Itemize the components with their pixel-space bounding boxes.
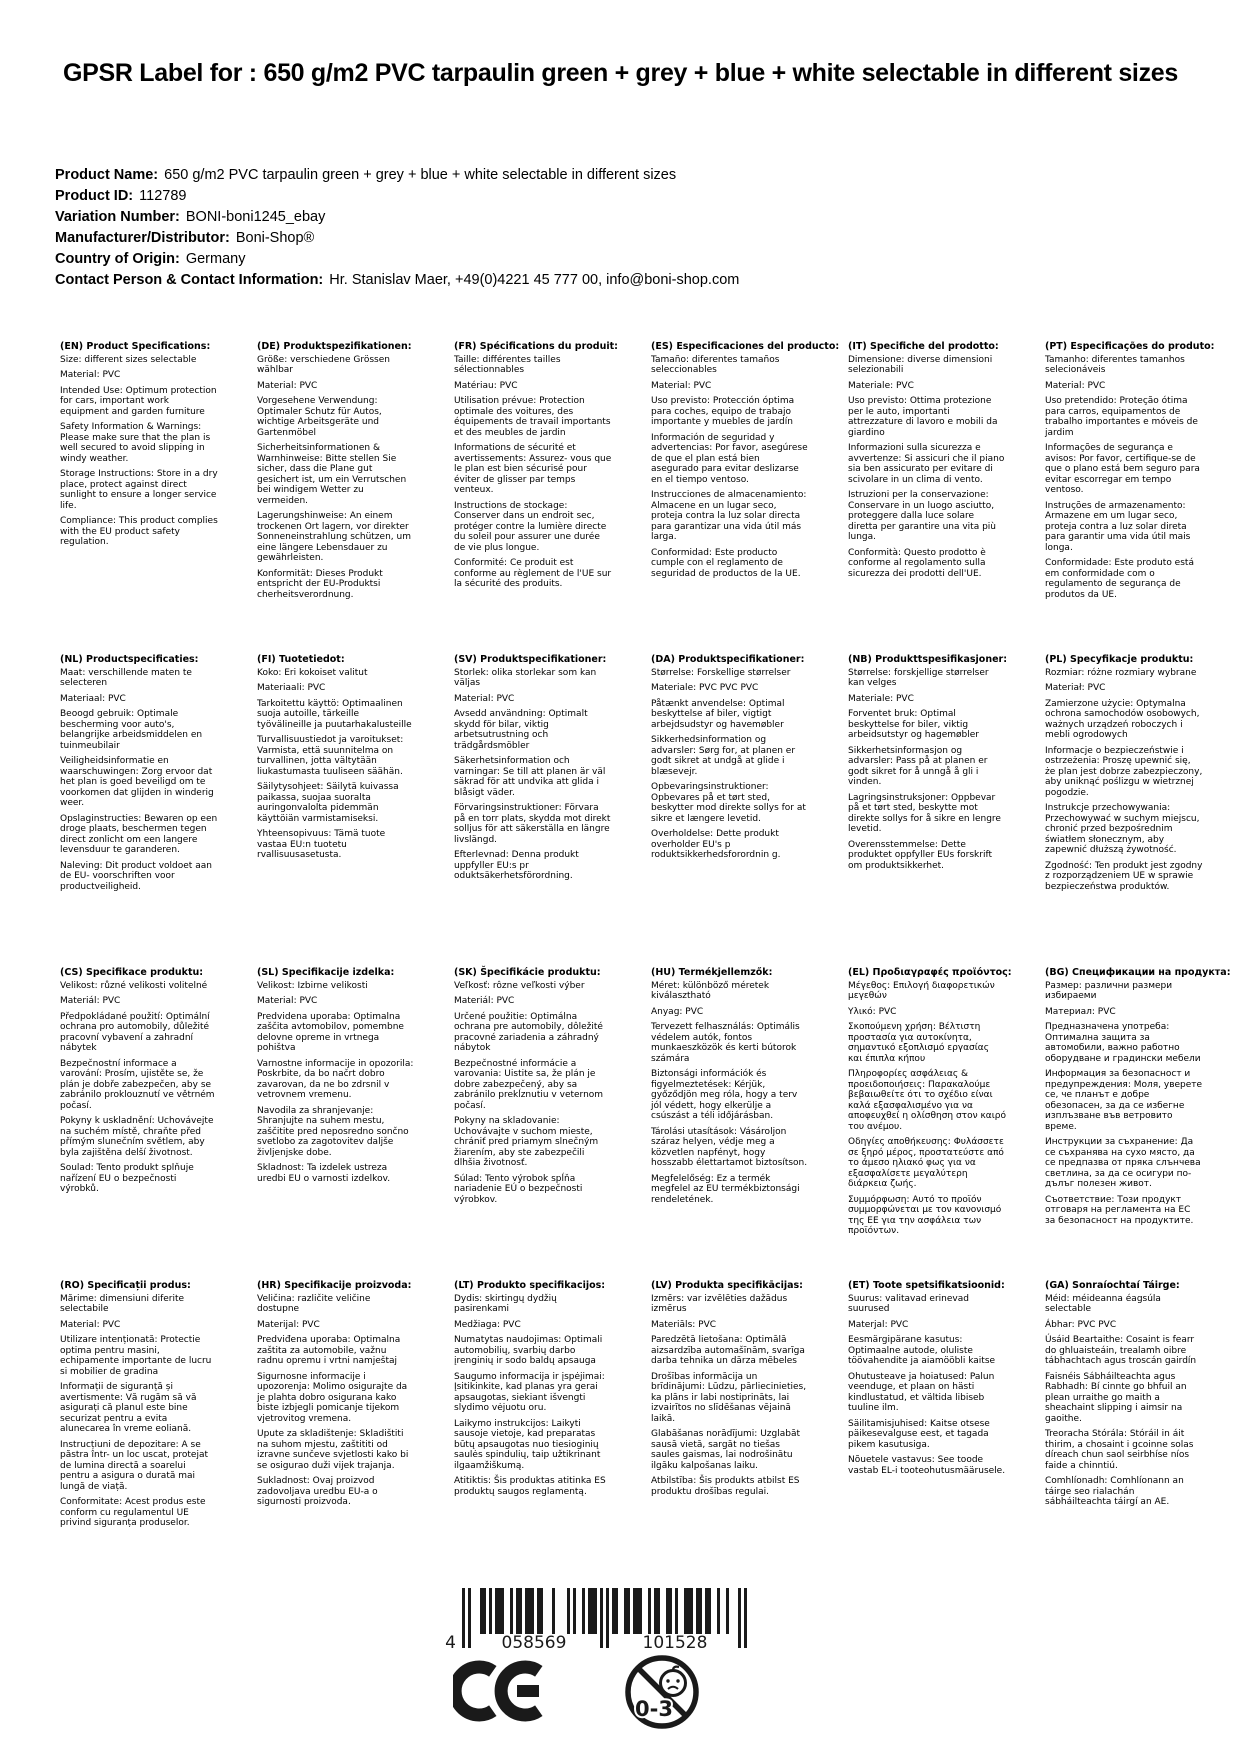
spec-paragraph: Medžiaga: PVC xyxy=(454,1319,521,1330)
product-info-line xyxy=(55,249,739,270)
product-info-label: Contact Person & Contact Information: xyxy=(55,272,324,288)
spec-paragraph: Atbilstība: Šis produkts atbilst ES produktu drošības regulai. xyxy=(651,1476,800,1497)
spec-paragraph: Инструкции за съхранение: Да се съхранява на сухо място, да се предпазва от пряка слънчева светлина, за да се осигури по- дълъг полезен живот. xyxy=(1045,1137,1201,1189)
product-info-value: 112789 xyxy=(139,188,187,204)
spec-paragraph: Υλικό: PVC xyxy=(848,1006,897,1017)
spec-block-body xyxy=(60,668,218,893)
spec-paragraph: Tervezett felhasználás: Optimális védelem autók, fontos munkaeszközök és kerti bútorok számára xyxy=(651,1022,800,1064)
spec-block-body xyxy=(257,355,415,601)
spec-paragraph: Faisnéis Sábháilteachta agus Rabhadh: Bí cinnte go bhfuil an plean urraithe go maith a sheachaint slipping i aimsir na gaoithe. xyxy=(1045,1371,1187,1424)
spec-paragraph: Tamaño: diferentes tamaños seleccionables xyxy=(651,354,780,375)
spec-block-header: (IT) Specifiche del prodotto: xyxy=(848,341,999,352)
ce-mark-icon xyxy=(453,1660,553,1727)
spec-block-header: (ET) Toote spetsifikatsioonid: xyxy=(848,1280,1005,1291)
spec-paragraph: Πληροφορίες ασφάλειας & προειδοποιήσεις: Παρακαλούμε βεβαιωθείτε ότι το σχέδιο είναι καλά εξασφαλισμένο για να αποφευχθεί η ολίσθηση στον καιρό του ανέμου. xyxy=(848,1069,1006,1132)
spec-paragraph: Velikost: Izbirne velikosti xyxy=(257,980,368,991)
spec-block-header: (CS) Specifikace produktu: xyxy=(60,967,204,978)
spec-block-header: (PT) Especificações do produto: xyxy=(1045,341,1215,352)
spec-paragraph: Laikymo instrukcijos: Laikyti sausoje vietoje, kad preparatas būtų apsaugotas nuo tiesioginių saulės spindulių, taip užtikrinant ilgaamžiškumą. xyxy=(454,1418,601,1471)
spec-paragraph: Conformité: Ce produit est conforme au règlement de l'UE sur la sécurité des produits. xyxy=(454,558,612,589)
spec-paragraph: Predviđena uporaba: Optimalna zaštita za automobile, važnu radnu opremu i vrtni namještaj xyxy=(257,1335,401,1366)
spec-paragraph: Taille: différentes tailles sélectionnables xyxy=(454,354,561,375)
spec-paragraph: Påtænkt anvendelse: Optimal beskyttelse af biler, vigtigt arbejdsudstyr og havemøbler xyxy=(651,698,785,730)
spec-paragraph: Информация за безопасност и предупреждения: Моля, уверете се, че планът е добре обезопасен, за да се избегне изплъзване във ветровито време. xyxy=(1045,1069,1203,1132)
spec-block-header: (DE) Produktspezifikationen: xyxy=(257,341,412,352)
product-info-label: Country of Origin: xyxy=(55,251,180,267)
spec-paragraph: Οδηγίες αποθήκευσης: Φυλάσσετε σε ξηρό μέρος, προστατεύστε από το άμεσο ηλιακό φως για να εξασφαλίσετε μεγαλύτερη διάρκεια ζωής. xyxy=(848,1137,1004,1189)
spec-block-header: (LV) Produkta specifikācijas: xyxy=(651,1280,803,1291)
spec-paragraph: Conformità: Questo prodotto è conforme al regolamento sulla sicurezza dei prodotti dell'UE. xyxy=(848,547,986,579)
spec-paragraph: Material: PVC xyxy=(1045,380,1106,391)
product-info-label: Product ID: xyxy=(55,188,134,204)
product-info-value: Boni-Shop® xyxy=(235,230,315,246)
spec-block-body xyxy=(651,668,809,861)
spec-paragraph: Materijal: PVC xyxy=(257,1319,320,1330)
spec-paragraph: Storage Instructions: Store in a dry place, protect against direct sunlight to ensure a longer service life. xyxy=(60,469,218,511)
spec-block-header: (HR) Specifikacije proizvoda: xyxy=(257,1280,412,1291)
spec-paragraph: Instructions de stockage: Conserver dans un endroit sec, protéger contre la lumière directe du soleil pour assurer une durée de vie plus longue. xyxy=(454,500,607,553)
spec-paragraph: Beoogd gebruik: Optimale bescherming voor auto's, belangrijke arbeidsmiddelen en tuinmeubilair xyxy=(60,709,203,751)
spec-paragraph: Instrukcje przechowywania: Przechowywać w suchym miejscu, chronić przed bezpośrednim światłem słonecznym, aby zapewnić dłuższą żywotność. xyxy=(1045,803,1200,855)
spec-paragraph: Súlad: Tento výrobok spĺňa nariadenie EÚ o bezpečnosti výrobkov. xyxy=(454,1173,583,1205)
spec-paragraph: Material: PVC xyxy=(257,380,318,391)
spec-block-body xyxy=(1045,355,1203,601)
spec-paragraph: Yhteensopivuus: Tämä tuote vastaa EU:n tuotetu rvallisuusasetusta. xyxy=(257,829,386,860)
spec-block-body xyxy=(651,981,809,1206)
product-info-value: Germany xyxy=(185,251,246,267)
spec-paragraph: Sikkerhetsinformasjon og advarsler: Pass på at planen er godt sikret for å unngå å gli i vinden. xyxy=(848,745,988,787)
product-info-line xyxy=(55,186,739,207)
spec-block-header: (LT) Produkto specifikacijos: xyxy=(454,1280,606,1291)
spec-paragraph: Predvidena uporaba: Optimalna zaščita avtomobilov, pomembne delovne opreme in vrtnega pohištva xyxy=(257,1011,404,1053)
spec-paragraph: Méret: különböző méretek kiválasztható xyxy=(651,980,770,1001)
spec-paragraph: Saugumo informacija ir įspėjimai: Įsitikinkite, kad planas yra gerai apsaugotas, siekiant išvengti slydimo vėjuotu oru. xyxy=(454,1371,605,1413)
product-info-line xyxy=(55,228,739,249)
spec-block xyxy=(1045,655,1203,968)
spec-block-header: (SK) Špecifikácie produktu: xyxy=(454,967,601,978)
spec-paragraph: Material: PVC xyxy=(60,370,121,380)
spec-paragraph: Size: different sizes selectable xyxy=(60,354,197,365)
spec-paragraph: Tárolási utasítások: Vásároljon száraz helyen, védje meg a közvetlen napfényt, hogy hosszabb élettartamot biztosítson. xyxy=(651,1126,808,1168)
spec-block-body xyxy=(848,668,1006,872)
spec-paragraph: Úsáid Beartaithe: Cosaint is fearr do ghluaisteáin, trealamh oibre tábhachtach agus troscán gairdín xyxy=(1045,1335,1197,1366)
spec-block-header: (NB) Produkttspesifikasjoner: xyxy=(848,654,1008,665)
spec-block xyxy=(257,655,415,968)
spec-paragraph: Dydis: skirtingų dydžių pasirenkami xyxy=(454,1293,557,1314)
spec-paragraph: Informacje o bezpieczeństwie i ostrzeżenia: Proszę upewnić się, że plan jest dobrze zabezpieczony, aby uniknąć poślizgu w wietrznej pogodzie. xyxy=(1045,745,1203,798)
spec-block-header: (EN) Product Specifications: xyxy=(60,341,211,352)
spec-paragraph: Velikost: různé velikosti volitelné xyxy=(60,980,208,991)
spec-paragraph: Pokyny na skladovanie: Uchovávajte v suchom mieste, chrániť pred priamym slnečným žiarením, aby ste zabezpečili dlhšia životnosť. xyxy=(454,1116,599,1168)
spec-paragraph: Numatytas naudojimas: Optimali automobilių, svarbių darbo įrenginių ir sodo baldų apsauga xyxy=(454,1335,603,1366)
spec-paragraph: Atitiktis: Šis produktas atitinka ES produktų saugos reglamentą. xyxy=(454,1476,606,1497)
spec-paragraph: Съответствие: Този продукт отговаря на регламента на ЕС за безопасност на продуктите. xyxy=(1045,1194,1194,1226)
spec-block-header: (NL) Productspecificaties: xyxy=(60,654,199,665)
spec-block xyxy=(257,342,415,655)
spec-paragraph: Instruções de armazenamento: Armazene em um lugar seco, proteja contra a luz solar direta para garantir uma vida útil mais longa. xyxy=(1045,500,1191,553)
spec-paragraph: Material: PVC xyxy=(60,1319,121,1330)
spec-paragraph: Материал: PVC xyxy=(1045,1006,1116,1017)
spec-block-body xyxy=(1045,1294,1203,1508)
spec-block-header: (GA) Sonraíochtaí Táirge: xyxy=(1045,1280,1180,1291)
spec-paragraph: Utilizare intenționată: Protectie optima pentru masini, echipamente importante de lucru si mobilier de gradina xyxy=(60,1335,212,1377)
spec-block xyxy=(1045,1281,1203,1594)
spec-paragraph: Naleving: Dit product voldoet aan de EU- voorschriften voor productveiligheid. xyxy=(60,860,212,892)
spec-paragraph: Suurus: valitavad erinevad suurused xyxy=(848,1293,969,1314)
spec-paragraph: Turvallisuustiedot ja varoitukset: Varmista, että suunnitelma on turvallinen, jotta vältytään liukastumasta tuuliseen säähän. xyxy=(257,735,404,777)
spec-paragraph: Nõuetele vastavus: See toode vastab EL-i tooteohutusmäärusele. xyxy=(848,1455,1006,1476)
spec-paragraph: Veľkosť: rôzne veľkosti výber xyxy=(454,980,585,991)
spec-paragraph: Safety Information & Warnings: Please make sure that the plan is well secured to avoid slipping in windy weather. xyxy=(60,422,211,464)
spec-paragraph: Materiāls: PVC xyxy=(651,1319,717,1330)
spec-paragraph: Avsedd användning: Optimalt skydd för bilar, viktig arbetsutrustning och trädgårdsmöbler xyxy=(454,709,588,751)
spec-block-header: (FR) Spécifications du produit: xyxy=(454,341,618,352)
spec-block-header: (RO) Specificații produs: xyxy=(60,1280,191,1291)
spec-block-body xyxy=(848,1294,1006,1477)
spec-paragraph: Zamierzone użycie: Optymalna ochrona samochodów osobowych, ważnych urządzeń roboczych i mebli ogrodowych xyxy=(1045,698,1200,740)
spec-paragraph: Mărime: dimensiuni diferite selectabile xyxy=(60,1293,185,1314)
spec-block xyxy=(848,1281,1006,1594)
spec-block xyxy=(60,968,218,1281)
spec-block xyxy=(454,655,612,968)
spec-paragraph: Biztonsági információk és figyelmeztetések: Kérjük, győződjön meg róla, hogy a terv jól védett, hogy elkerülje a csúszást a téli időjárásban. xyxy=(651,1069,798,1121)
spec-paragraph: Größe: verschiedene Grössen wählbar xyxy=(257,354,390,375)
spec-block-body xyxy=(257,981,415,1185)
spec-block-header: (HU) Termékjellemzők: xyxy=(651,967,773,978)
spec-block-body xyxy=(454,668,612,882)
spec-paragraph: Navodila za shranjevanje: Shranjujte na suhem mestu, zaščitite pred neposredno sončno svetlobo za zagotovitev daljše življenjske dobe. xyxy=(257,1105,409,1158)
spec-paragraph: Eesmärgipärane kasutus: Optimaalne autode, oluliste töövahendite ja aiamööbli kaitse xyxy=(848,1335,996,1366)
spec-paragraph: Lagringsinstruksjoner: Oppbevar på et tørt sted, beskytte mot direkte sollys for å sikre en lengre levetid. xyxy=(848,792,1001,834)
spec-block xyxy=(848,342,1006,655)
spec-block xyxy=(257,968,415,1281)
spec-block-header: (SV) Produktspecifikationer: xyxy=(454,654,607,665)
spec-paragraph: Sikkerhedsinformation og advarsler: Sørg for, at planen er godt sikret at undgå at glide i blæsevejr. xyxy=(651,735,796,777)
product-info-label: Variation Number: xyxy=(55,209,180,225)
spec-paragraph: Uso pretendido: Proteção ótima para carros, equipamentos de trabalho importantes e móveis de jardim xyxy=(1045,396,1198,438)
spec-paragraph: Overholdelse: Dette produkt overholder EU's p roduktsikkerhedsforordnin g. xyxy=(651,829,781,860)
spec-paragraph: Istruzioni per la conservazione: Conservare in un luogo asciutto, proteggere dalla luce solare diretta per garantire una vita più lunga. xyxy=(848,490,997,542)
age-warning-0-3-icon xyxy=(622,1652,702,1737)
product-info-value: 650 g/m2 PVC tarpaulin green + grey + blue + white selectable in different sizes xyxy=(164,167,677,183)
spec-paragraph: Μέγεθος: Επιλογή διαφορετικών μεγεθών xyxy=(848,980,995,1001)
spec-block-body xyxy=(848,355,1006,580)
spec-paragraph: Предназначена употреба: Оптимална защита за автомобили, важно работно оборудване и градински мебели xyxy=(1045,1022,1201,1064)
spec-block xyxy=(60,655,218,968)
product-info-line xyxy=(55,270,739,291)
spec-paragraph: Säkerhetsinformation och varningar: Se till att planen är väl säkrad för att undvika att glida i blåsigt väder. xyxy=(454,756,606,798)
product-info-line xyxy=(55,165,739,186)
product-info-label: Manufacturer/Distributor: xyxy=(55,230,230,246)
spec-paragraph: Instrucțiuni de depozitare: A se păstra într- un loc uscat, protejat de lumina directă a soarelui pentru a asigura o durată mai lungă de viață. xyxy=(60,1439,209,1492)
spec-paragraph: Material: PVC xyxy=(257,996,318,1006)
spec-block xyxy=(257,1281,415,1594)
product-info-label: Product Name: xyxy=(55,167,159,183)
spec-paragraph: Intended Use: Optimum protection for cars, important work equipment and garden furniture xyxy=(60,385,217,417)
spec-paragraph: Anyag: PVC xyxy=(651,1006,704,1017)
spec-block-body xyxy=(60,1294,218,1529)
spec-paragraph: Izmērs: var izvēlēties dažādus izmērus xyxy=(651,1293,788,1314)
spec-paragraph: Lagerungshinweise: An einem trockenen Ort lagern, vor direkter Sonneneinstrahlung schützen, um eine längere Lebensdauer zu gewährleisten. xyxy=(257,511,411,563)
product-info-value: Hr. Stanislav Maer, +49(0)4221 45 777 00, info@boni-shop.com xyxy=(329,272,740,288)
spec-paragraph: Koko: Eri kokoiset valitut xyxy=(257,667,368,678)
spec-block xyxy=(651,1281,809,1594)
spec-block xyxy=(454,968,612,1281)
spec-block-body xyxy=(454,981,612,1206)
spec-block-body xyxy=(1045,668,1203,893)
spec-block-body xyxy=(454,1294,612,1498)
spec-paragraph: Materiál: PVC xyxy=(60,996,121,1006)
spec-paragraph: Forventet bruk: Optimal beskyttelse for biler, viktig arbeidsutstyr og hagemøbler xyxy=(848,709,979,740)
spec-paragraph: Säilytysohjeet: Säilytä kuivassa paikassa, suojaa suoralta auringonvalolta pidemmän käyttöiän varmistamiseksi. xyxy=(257,782,399,824)
spec-paragraph: Vorgesehene Verwendung: Optimaler Schutz für Autos, wichtige Arbeitsgeräte und Gartenmöbel xyxy=(257,396,382,438)
spec-paragraph: Soulad: Tento produkt splňuje nařízení EU o bezpečnosti výrobků. xyxy=(60,1163,194,1194)
spec-paragraph: Méid: méideanna éagsúla selectable xyxy=(1045,1293,1161,1314)
spec-paragraph: Drošības informācija un brīdinājumi: Lūdzu, pārliecinieties, ka plāns ir labi nostiprināts, lai izvairītos no slīdēšanas vējainā laikā. xyxy=(651,1371,807,1424)
spec-paragraph: Skladnost: Ta izdelek ustreza uredbi EU o varnosti izdelkov. xyxy=(257,1163,391,1184)
spec-paragraph: Veiligheidsinformatie en waarschuwingen: Zorg ervoor dat het plan is goed beveiligd om te voorkomen dat glijden in winderig weer. xyxy=(60,756,214,808)
svg-text:058569: 058569 xyxy=(501,1633,567,1652)
spec-paragraph: Säilitamisjuhised: Kaitse otsese päikesevalguse eest, et tagada pikem kasutusiga. xyxy=(848,1418,990,1450)
spec-paragraph: Materiale: PVC PVC PVC xyxy=(651,683,759,693)
svg-text:101528: 101528 xyxy=(642,1633,708,1652)
spec-paragraph: Σκοπούμενη χρήση: Βέλτιστη προστασία για αυτοκίνητα, σημαντικό εξοπλισμό εργασίας και έπιπλα κήπου xyxy=(848,1022,990,1064)
spec-block-body xyxy=(257,668,415,861)
spec-paragraph: Συμμόρφωση: Αυτό το προϊόν συμμορφώνεται με τον κανονισμό της ΕΕ για την ασφάλεια των προϊόντων. xyxy=(848,1194,1002,1236)
spec-paragraph: Materiale: PVC xyxy=(848,380,914,391)
spec-block-header: (DA) Produktspecifikationer: xyxy=(651,654,805,665)
spec-paragraph: Compliance: This product complies with the EU product safety regulation. xyxy=(60,516,218,547)
spec-paragraph: Dimensione: diverse dimensioni selezionabili xyxy=(848,354,993,375)
spec-paragraph: Materiaali: PVC xyxy=(257,683,326,693)
spec-block-body xyxy=(60,981,218,1195)
spec-paragraph: Размер: различни размери избираеми xyxy=(1045,980,1173,1001)
spec-paragraph: Bezpečnostné informácie a varovania: Uistite sa, že plán je dobre zabezpečený, aby sa zabránilo prekĺznutiu v veternom počasí. xyxy=(454,1058,604,1111)
spec-block-header: (EL) Προδιαγραφές προϊόντος: xyxy=(848,967,1012,978)
spec-paragraph: Upute za skladištenje: Skladištiti na suhom mjestu, zaštititi od izravne sunčeve svjetlosti kako bi se osigurao duži vijek trajanja. xyxy=(257,1429,409,1471)
spec-block-header: (PL) Specyfikacje produktu: xyxy=(1045,654,1194,665)
spec-block xyxy=(60,342,218,655)
spec-paragraph: Bezpečnostní informace a varování: Prosím, ujistěte se, že plán je dobře zabezpečen, aby se zabránilo proklouznutí ve větrném počasí. xyxy=(60,1058,215,1111)
spec-block xyxy=(454,1281,612,1594)
spec-paragraph: Efterlevnad: Denna produkt uppfyller EU:s pr oduktsäkerhetsförordning. xyxy=(454,850,579,881)
spec-paragraph: Ohutusteave ja hoiatused: Palun veenduge, et plaan on hästi kindlustatud, et vältida libiseb tuuline ilm. xyxy=(848,1371,995,1413)
spec-paragraph: Sigurnosne informacije i upozorenja: Molimo osigurajte da je plahta dobro osigurana kako biste izbjegli pomicanje tijekom vjetrovitog vremena. xyxy=(257,1371,408,1424)
spec-block-header: (ES) Especificaciones del producto: xyxy=(651,341,840,352)
spec-paragraph: Instrucciones de almacenamiento: Almacene en un lugar seco, proteja contra la luz solar directa para garantizar una vida útil más larga. xyxy=(651,490,807,542)
svg-text:4: 4 xyxy=(445,1633,456,1652)
barcode-icon xyxy=(432,1586,757,1652)
spec-paragraph: Conformitate: Acest produs este conform cu regulamentul UE privind siguranța produselor. xyxy=(60,1497,206,1528)
spec-block xyxy=(651,341,840,655)
spec-block-body xyxy=(257,1294,415,1508)
spec-paragraph: Tamanho: diferentes tamanhos selecionáveis xyxy=(1045,354,1185,375)
spec-block-body xyxy=(848,981,1006,1237)
spec-paragraph: Opslaginstructies: Bewaren op een droge plaats, beschermen tegen direct zonlicht om een langere levensduur te garanderen. xyxy=(60,813,218,855)
ean-barcode xyxy=(432,1586,757,1657)
spec-paragraph: Información de seguridad y advertencias: Por favor, asegúrese de que el plan está bien asegurado para evitar deslizarse en el tiempo ventoso. xyxy=(651,432,808,485)
spec-paragraph: Størrelse: Forskellige størrelser xyxy=(651,667,791,678)
spec-paragraph: Storlek: olika storlekar som kan väljas xyxy=(454,667,597,688)
spec-paragraph: Matériau: PVC xyxy=(454,380,518,391)
spec-paragraph: Förvaringsinstruktioner: Förvara på en torr plats, skydda mot direkt solljus för att säkerställa en längre livslängd. xyxy=(454,803,611,845)
spec-block-body xyxy=(60,355,218,548)
product-info-block xyxy=(55,165,739,291)
spec-block-body xyxy=(651,355,809,580)
spec-block-body xyxy=(1045,981,1203,1227)
spec-paragraph: Materiál: PVC xyxy=(454,996,515,1006)
spec-paragraph: Overensstemmelse: Dette produktet oppfyller EUs forskrift om produktsikkerhet. xyxy=(848,839,993,871)
spec-block xyxy=(848,967,1012,1281)
spec-paragraph: Sicherheitsinformationen & Warnhinweise: Bitte stellen Sie sicher, dass die Plane gut gesichert ist, um ein Verrutschen bei windigem Wetter zu vermeiden. xyxy=(257,443,407,506)
spec-block-header: (SL) Specifikacije izdelka: xyxy=(257,967,395,978)
product-info-line xyxy=(55,207,739,228)
spec-block xyxy=(454,341,618,655)
page-title: GPSR Label for : 650 g/m2 PVC tarpaulin green + grey + blue + white selectable in different sizes xyxy=(62,59,1178,87)
spec-paragraph: Varnostne informacije in opozorila: Poskrbite, da bo načrt dobro zavarovan, da ne bo zdrsnil v vetrovnem vremenu. xyxy=(257,1058,414,1100)
spec-block-header: (FI) Tuotetiedot: xyxy=(257,654,345,665)
spec-block xyxy=(651,968,809,1281)
spec-paragraph: Opbevaringsinstruktioner: Opbevares på et tørt sted, beskytter mod direkte sollys for at sikre et længere levetid. xyxy=(651,782,806,824)
spec-paragraph: Materiaal: PVC xyxy=(60,693,126,704)
spec-paragraph: Conformidad: Este producto cumple con el reglamento de seguridad de productos de la UE. xyxy=(651,547,801,579)
spec-paragraph: Informações de segurança e avisos: Por favor, certifique-se de que o plano está bem seguro para evitar escorregar em tempo ventoso. xyxy=(1045,443,1200,495)
spec-block-header: (BG) Спецификации на продукта: xyxy=(1045,967,1231,978)
spec-paragraph: Glabāšanas norādījumi: Uzglabāt sausā vietā, sargāt no tiešas saules gaismas, lai nodrošinātu ilgāku kalpošanas laiku. xyxy=(651,1429,800,1471)
spec-paragraph: Konformität: Dieses Produkt entspricht der EU-Produktsi cherheitsverordnung. xyxy=(257,568,383,600)
spec-block xyxy=(848,655,1006,968)
spec-paragraph: Zgodność: Ten produkt jest zgodny z rozporządzeniem UE w sprawie bezpieczeństwa produktów. xyxy=(1045,860,1203,892)
spec-paragraph: Veličina: različite veličine dostupne xyxy=(257,1293,371,1314)
spec-paragraph: Uso previsto: Ottima protezione per le auto, importanti attrezzature di lavoro e mobili da giardino xyxy=(848,396,998,438)
spec-paragraph: Paredzētā lietošana: Optimālā aizsardzība automašīnām, svarīga darba tehnika un dārza mēbeles xyxy=(651,1335,805,1366)
spec-paragraph: Tarkoitettu käyttö: Optimaalinen suoja autoille, tärkeille työvälineille ja puutarhakalusteille xyxy=(257,698,412,730)
spec-paragraph: Utilisation prévue: Protection optimale des voitures, des équipements de travail importants et des meubles de jardin xyxy=(454,396,611,438)
spec-paragraph: Comhlíonadh: Comhlíonann an táirge seo rialachán sábháilteachta táirgí an AE. xyxy=(1045,1476,1184,1507)
spec-paragraph: Materiale: PVC xyxy=(848,693,914,704)
spec-paragraph: Předpokládané použití: Optimální ochrana pro automobily, důležité pracovní vybavení a zahradní nábytek xyxy=(60,1011,210,1053)
spec-paragraph: Conformidade: Este produto está em conformidade com o regulamento de segurança de produtos da UE. xyxy=(1045,558,1194,600)
product-info-value: BONI-boni1245_ebay xyxy=(185,209,326,225)
spec-paragraph: Informations de sécurité et avertissements: Assurez- vous que le plan est bien sécurisé pour éviter de glisser par temps venteux. xyxy=(454,443,612,495)
spec-block-body xyxy=(454,355,612,590)
spec-paragraph: Informații de siguranță și avertismente: Vă rugăm să vă asigurați că planul este bine securizat pentru a evita alunecarea în vreme eoliană. xyxy=(60,1382,197,1434)
spec-paragraph: Určené použitie: Optimálna ochrana pre automobily, dôležité pracovné zariadenia a záhradný nábytok xyxy=(454,1011,603,1053)
spec-paragraph: Materiał: PVC xyxy=(1045,683,1106,693)
spec-block xyxy=(651,655,809,968)
spec-block xyxy=(60,1281,218,1594)
spec-paragraph: Uso previsto: Protección óptima para coches, equipo de trabajo importante y muebles de jardín xyxy=(651,396,795,427)
spec-block xyxy=(1045,967,1231,1281)
spec-grid xyxy=(60,342,1241,1594)
spec-paragraph: Størrelse: forskjellige størrelser kan velges xyxy=(848,667,989,688)
svg-text:0-3: 0-3 xyxy=(635,1697,673,1721)
spec-paragraph: Pokyny k uskladnění: Uchovávejte na suchém místě, chraňte před přímým slunečním světlem, aby byla zajištěna delší životnost. xyxy=(60,1116,214,1158)
spec-block xyxy=(1045,341,1215,655)
spec-paragraph: Megfelelőség: Ez a termék megfelel az EU termékbiztonsági rendeletének. xyxy=(651,1173,800,1205)
spec-paragraph: Ábhar: PVC PVC xyxy=(1045,1319,1117,1330)
spec-paragraph: Sukladnost: Ovaj proizvod zadovoljava uredbu EU-a o sigurnosti proizvoda. xyxy=(257,1476,378,1507)
spec-paragraph: Material: PVC xyxy=(454,693,515,704)
spec-block-body xyxy=(651,1294,809,1498)
spec-paragraph: Materjal: PVC xyxy=(848,1319,909,1330)
spec-paragraph: Rozmiar: różne rozmiary wybrane xyxy=(1045,667,1197,678)
spec-paragraph: Material: PVC xyxy=(651,380,712,391)
spec-paragraph: Maat: verschillende maten te selecteren xyxy=(60,667,192,688)
spec-paragraph: Informazioni sulla sicurezza e avvertenze: Si assicuri che il piano sia ben assicurato per evitare di scivolare in un clima di vento. xyxy=(848,443,1005,485)
spec-paragraph: Treoracha Stórála: Stóráil in áit thirim, a chosaint i gcoinne solas díreach chun saol seirbhíse níos faide a chinntiú. xyxy=(1045,1429,1194,1471)
